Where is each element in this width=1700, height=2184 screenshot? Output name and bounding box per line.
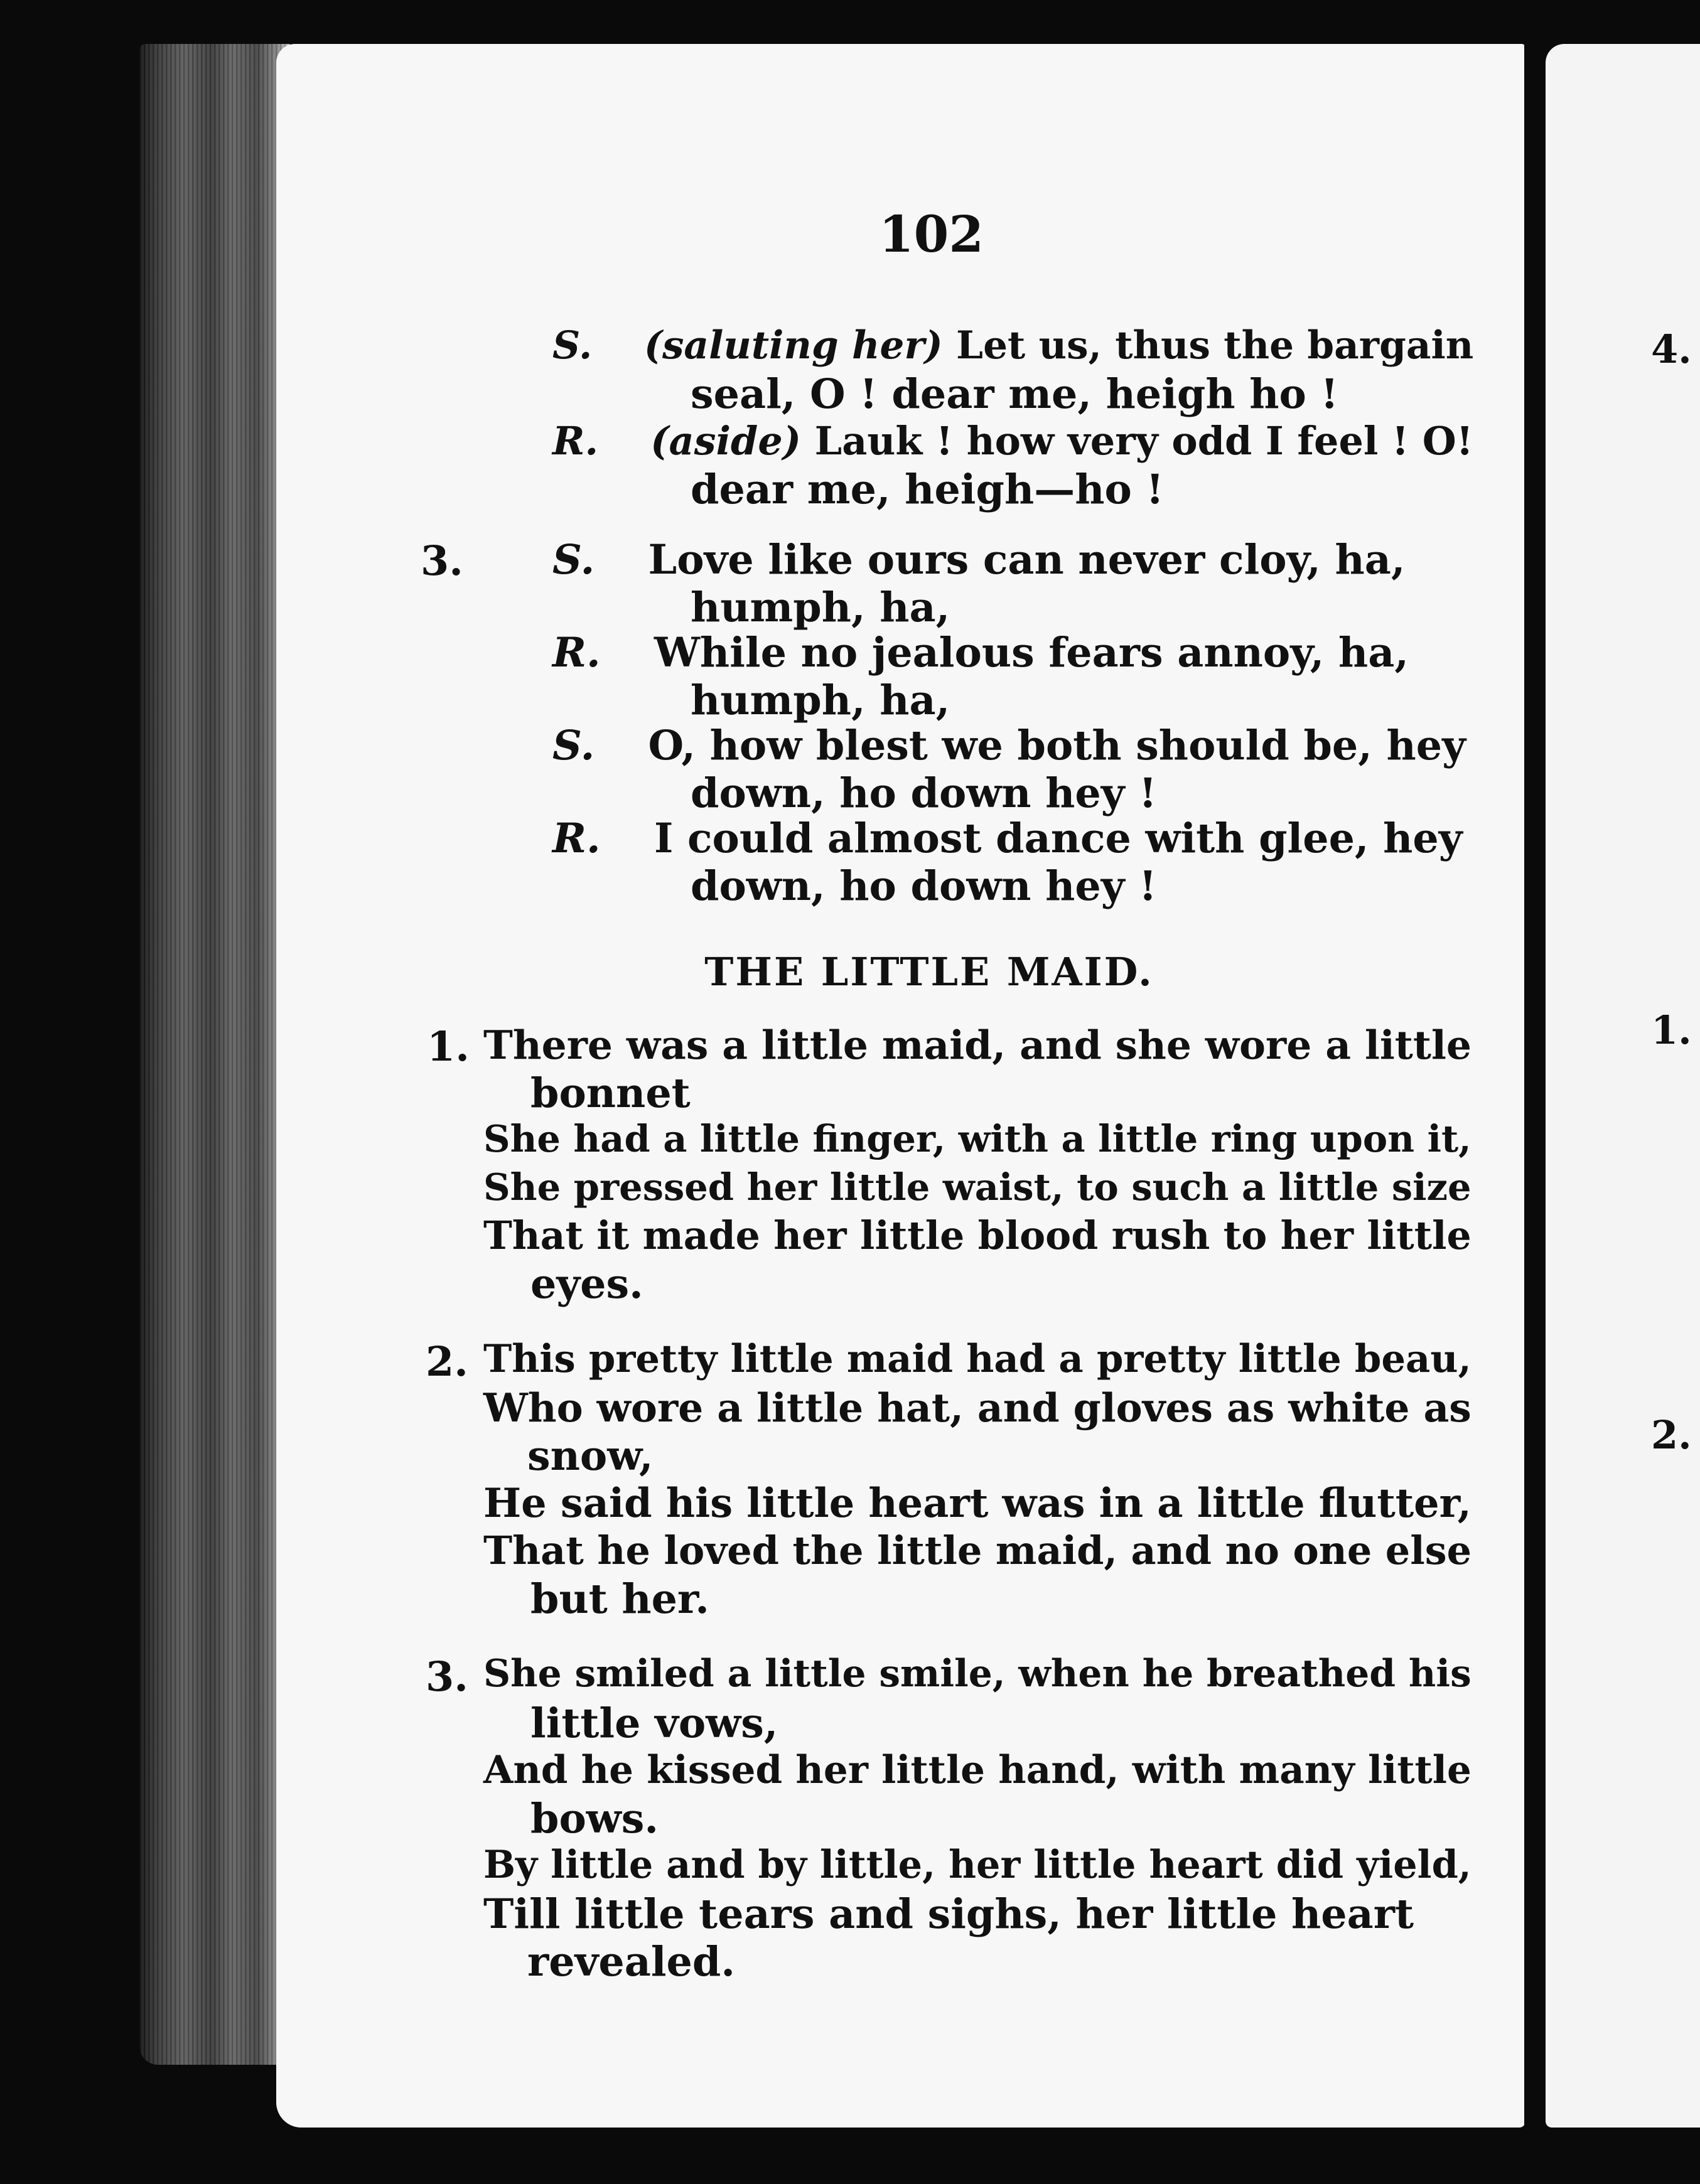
verse-line: This pretty little maid had a pretty little beau, [483,1337,1471,1381]
dialogue-continuation: humph, ha, [691,584,950,631]
verse-line: Till little tears and sighs, her little heart [483,1890,1414,1938]
dialogue-continuation: humph, ha, [691,677,950,724]
dialogue-text: Love like ours can never cloy, ha, [648,536,1406,584]
dialogue-continuation: down, ho down hey ! [691,769,1157,817]
verse-line: Who wore a little hat, and gloves as white as [483,1384,1471,1431]
verse-line: And he kissed her little hand, with many little [483,1748,1471,1792]
verse-line: That he loved the little maid, and no one else [483,1528,1472,1573]
verse-number: 1. [427,1023,470,1071]
speaker-label: S. [552,323,593,368]
page-edge-texture [139,44,290,2065]
page-number: 102 [879,205,984,264]
verse-line: She pressed her little waist, to such a little size [483,1165,1471,1209]
verse-line: bonnet [530,1069,691,1117]
verse-line: eyes. [530,1260,643,1308]
speaker-label: R. [552,418,599,464]
dialogue-text: While no jealous fears annoy, ha, [654,629,1409,677]
verse-number: 2. [426,1338,468,1386]
right-page-number: 4. [1651,326,1692,372]
verse-line: He said his little heart was in a little flutter, [483,1480,1471,1527]
verse-line: By little and by little, her little heart did yield, [483,1843,1471,1887]
dialogue-text: O, how blest we both should be, hey [648,722,1466,769]
speaker-label: S. [552,722,595,769]
song-title: THE LITTLE MAID. [704,949,1154,995]
dialogue-line [552,418,1473,464]
speaker-label: S. [552,536,595,584]
dialogue-line [552,722,1466,769]
verse-line: revealed. [527,1938,735,1986]
dialogue-line [552,536,1406,584]
verse-line: She had a little finger, with a little ring upon it, [483,1117,1471,1160]
dialogue-continuation: seal, O ! dear me, heigh ho ! [691,370,1339,418]
right-page-number: 1. [1651,1007,1692,1053]
dialogue-text: Let us, thus the bargain [956,323,1474,368]
dialogue-continuation: down, ho down hey ! [691,862,1157,910]
verse-line: little vows, [530,1700,778,1747]
dialogue-text: I could almost dance with glee, hey [654,815,1463,862]
speaker-label: R. [552,629,601,677]
speaker-label: R. [552,815,601,862]
right-page-number: 2. [1651,1412,1692,1458]
verse-line: That it made her little blood rush to her little [483,1212,1471,1258]
verse-line: She smiled a little smile, when he breathed his [483,1652,1471,1696]
dialogue-text: Lauk ! how very odd I feel ! O! [814,418,1473,464]
dialogue-continuation: dear me, heigh—ho ! [691,466,1164,513]
dialogue-line [552,629,1409,677]
dialogue-line [552,815,1463,862]
verse-line: snow, [527,1432,654,1480]
verse-line: There was a little maid, and she wore a little [483,1022,1471,1068]
stage-direction: (saluting her) [644,323,943,368]
dialogue-line [552,323,1474,368]
stage-direction: (aside) [650,418,802,464]
verse-number: 3. [426,1653,468,1701]
stanza-number: 3. [421,537,463,585]
verse-line: but her. [530,1575,709,1623]
verse-line: bows. [530,1795,659,1843]
